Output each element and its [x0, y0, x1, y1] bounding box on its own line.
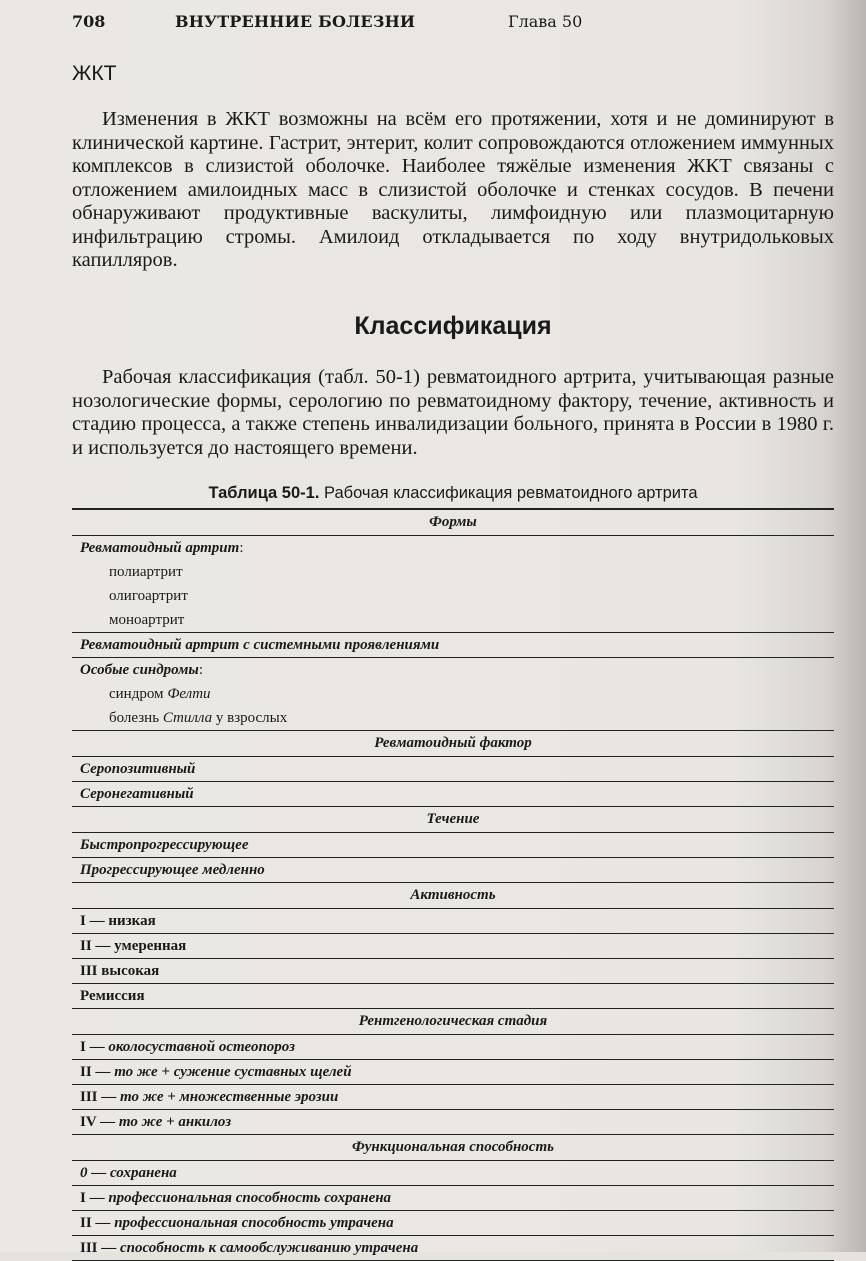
running-head — [72, 12, 826, 36]
func-text: профессиональная способность утрачена — [114, 1214, 394, 1231]
func-text: сохранена — [110, 1164, 177, 1181]
felty-name: Фелти — [167, 685, 211, 702]
section-title: Классификация — [354, 312, 552, 340]
row-func-3 — [72, 1236, 834, 1261]
func-num: II — — [80, 1214, 111, 1231]
header-course: Течение — [72, 807, 834, 833]
func-text: способность к самообслуживанию утрачена — [120, 1239, 419, 1256]
row-remission: Ремиссия — [72, 984, 834, 1009]
row-slow: Прогрессирующее медленно — [72, 858, 834, 883]
still-suffix: у взрослых — [215, 709, 288, 726]
felty-prefix: синдром — [109, 685, 164, 702]
header-rf: Ревматоидный фактор — [72, 731, 834, 757]
row-func-2 — [72, 1211, 834, 1236]
ra-label: Ревматоидный артрит — [80, 539, 240, 556]
table-caption — [72, 484, 834, 503]
special-label: Особые синдромы — [80, 661, 199, 678]
row-xray-2 — [72, 1060, 834, 1085]
row-ra: Ревматоидный артрит: — [80, 539, 244, 556]
xray-num: I — — [80, 1038, 105, 1055]
row-rapid: Быстропрогрессирующее — [72, 833, 834, 858]
xray-num: IV — — [80, 1113, 116, 1130]
row-func-1 — [72, 1186, 834, 1211]
row-seropositive: Серопозитивный — [72, 757, 834, 782]
header-activity: Активность — [72, 883, 834, 909]
row-xray-4 — [72, 1110, 834, 1135]
row-xray-1 — [72, 1035, 834, 1060]
row-ra-systemic: Ревматоидный артрит с системными проявлениями — [72, 633, 834, 658]
func-num: I — — [80, 1189, 105, 1206]
xray-text: то же + анкилоз — [118, 1113, 232, 1130]
book-title: ВНУТРЕННИЕ БОЛЕЗНИ — [175, 12, 416, 31]
table-caption-text: Рабочая классификация ревматоидного артрита — [324, 484, 698, 502]
func-text: профессиональная способность сохранена — [108, 1189, 392, 1206]
func-num: 0 — — [80, 1164, 107, 1181]
still-prefix: болезнь — [109, 709, 160, 726]
row-felty — [72, 682, 834, 706]
xray-num: II — — [80, 1063, 111, 1080]
row-still — [72, 706, 834, 731]
row-polyarthritis: полиартрит — [109, 563, 183, 580]
subsection-heading-gkt: ЖКТ — [72, 62, 117, 85]
xray-text: то же + сужение суставных щелей — [114, 1063, 352, 1080]
header-function: Функциональная способность — [72, 1135, 834, 1161]
xray-num: III — — [80, 1088, 117, 1105]
row-oligoarthritis: олигоартрит — [109, 587, 188, 604]
xray-text: то же + множественные эрозии — [120, 1088, 339, 1105]
row-monoarthritis: моноартрит — [72, 608, 834, 633]
row-xray-3 — [72, 1085, 834, 1110]
page-number: 708 — [72, 12, 106, 31]
row-activity-high: III высокая — [72, 959, 834, 984]
row-special-syndromes: Особые синдромы: — [80, 661, 203, 678]
xray-text: околосуставной остеопороз — [108, 1038, 295, 1055]
row-activity-moderate: II — умеренная — [72, 934, 834, 959]
still-name: Стилла — [162, 709, 213, 726]
header-forms: Формы — [72, 510, 834, 536]
gkt-paragraph: Изменения в ЖКТ возможны на всём его протяжении, хотя и не доминируют в клинической картине. Гастрит, энтерит, колит сопровождаются отложением иммунных комплексов в слизистой оболочке. Наиболее тяжёлые изменения ЖКТ связаны с отложением амилоидных масс в слизистой оболочке и стенках сосудов. В печени обнаруживают продуктивные васкулиты, лимфоидную или плазмоцитарную инфильтрацию стромы. Амилоид откладывается по ходу внутридольковых капилляров. — [72, 108, 834, 271]
row-seronegative: Серонегативный — [72, 782, 834, 807]
func-num: III — — [80, 1239, 117, 1256]
row-activity-low: I — низкая — [72, 909, 834, 934]
table-caption-label: Таблица 50-1. — [208, 484, 320, 502]
classification-paragraph: Рабочая классификация (табл. 50-1) ревматоидного артрита, учитывающая разные нозологические формы, серологию по ревматоидному фактору, течение, активность и стадию процесса, а также степень инвалидизации больного, принята в России в 1980 г. и используется до настоящего времени. — [72, 366, 834, 459]
chapter-label: Глава 50 — [508, 12, 583, 31]
classification-table — [72, 508, 834, 1261]
row-func-0 — [72, 1161, 834, 1186]
header-xray: Рентгенологическая стадия — [72, 1009, 834, 1035]
